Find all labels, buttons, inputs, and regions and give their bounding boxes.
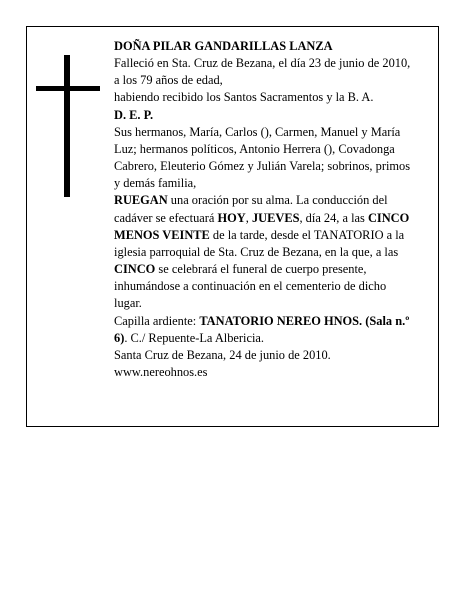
ruegan-paragraph xyxy=(114,192,414,312)
tanatorio-name: TANATORIO NEREO HNOS. xyxy=(199,313,363,328)
latin-cross-icon xyxy=(36,55,100,197)
ruegan-word: RUEGAN xyxy=(114,193,168,208)
ruegan-text-3: de la tarde, desde el TANATORIO a la iglesia parroquial de Sta. Cruz de Bezana, en la que, a las xyxy=(114,227,405,259)
ruegan-text-4: se celebrará el funeral de cuerpo presente, inhumándose a continuación en el cementerio de dicho lugar. xyxy=(114,262,387,311)
capilla-paragraph xyxy=(114,313,414,347)
ruegan-text-1: una oración por su alma. La conducción del cadáver se efectuará xyxy=(114,193,388,225)
deceased-name: DOÑA PILAR GANDARILLAS LANZA xyxy=(114,39,333,53)
hoy-word: HOY xyxy=(217,210,246,225)
sala-number: (Sala n.º 6) xyxy=(114,313,410,345)
sacraments-line: habiendo recibido los Santos Sacramentos y la B. A. xyxy=(114,90,374,105)
website-text: www.nereohnos.es xyxy=(114,364,208,379)
death-announcement: Falleció en Sta. Cruz de Bezana, el día 23 de junio de 2010, a los 79 años de edad, xyxy=(114,56,411,88)
address-text: . C./ Repuente-La Albericia. xyxy=(124,330,265,345)
cinco-menos-veinte-words: CINCO MENOS VEINTE xyxy=(114,210,410,242)
cinco-word: CINCO xyxy=(114,262,156,277)
capilla-label: Capilla ardiente: xyxy=(114,313,200,328)
dep-line: D. E. P. xyxy=(114,107,154,122)
cross-vertical-bar xyxy=(64,55,70,197)
family-paragraph: Sus hermanos, María, Carlos (), Carmen, Manuel y María Luz; hermanos políticos, Antonio Herrera (), Covadonga Cabrero, Eleuterio Gómez y Julián Varela; sobrinos, primos y demás familia, xyxy=(114,124,411,191)
ruegan-text-2: , día 24, a las xyxy=(299,210,368,225)
cross-horizontal-bar xyxy=(36,86,100,91)
notice-text xyxy=(114,38,414,381)
comma-text: , xyxy=(245,210,252,225)
date-line: Santa Cruz de Bezana, 24 de junio de 2010. xyxy=(114,347,331,362)
jueves-word: JUEVES xyxy=(251,210,300,225)
